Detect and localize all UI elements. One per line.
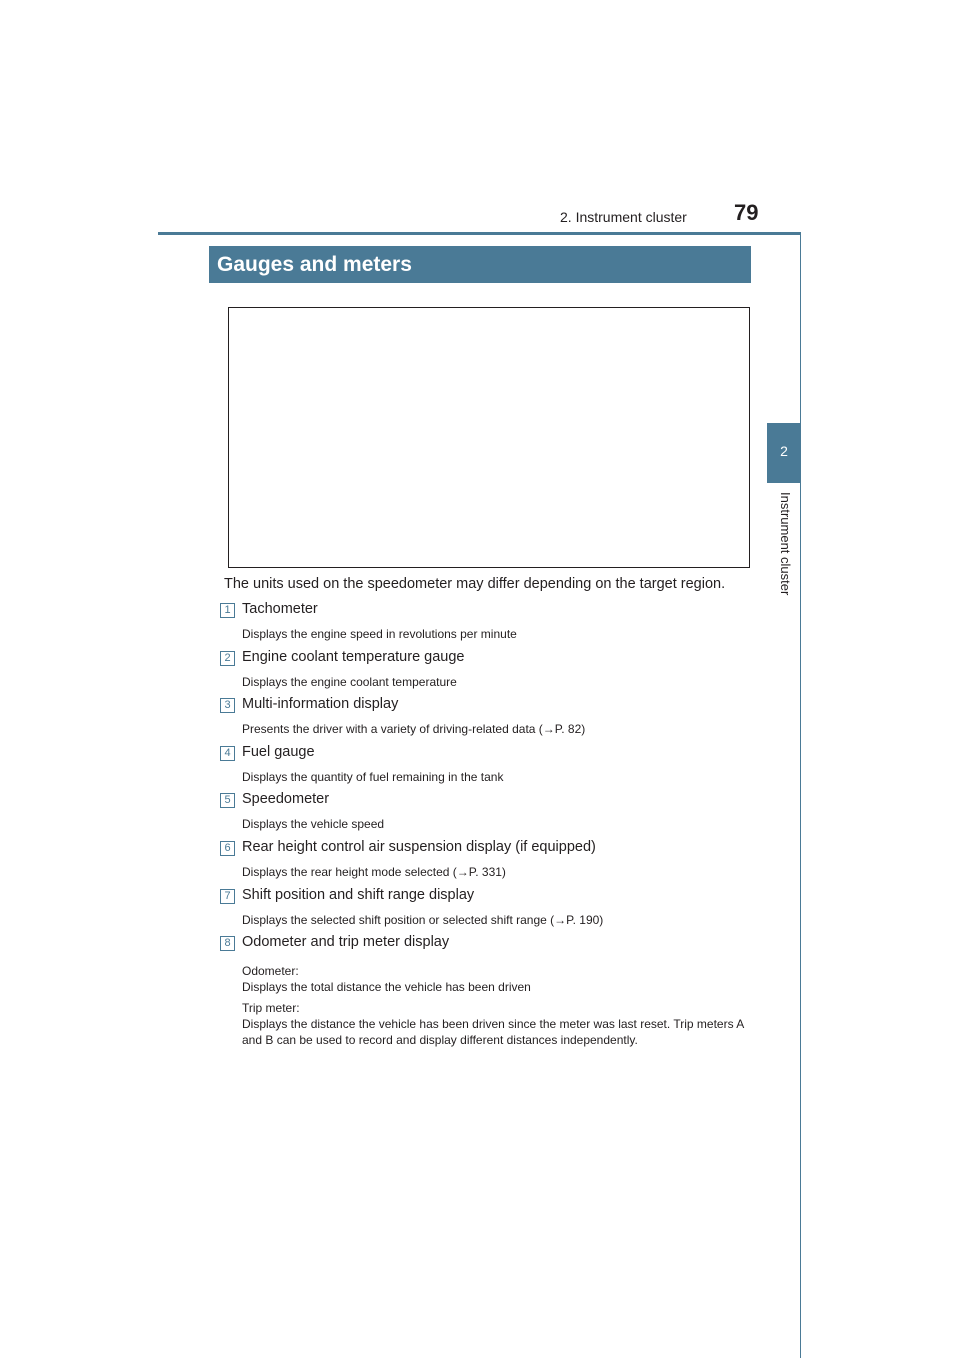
item-label: Engine coolant temperature gauge	[242, 649, 465, 665]
item-label: Fuel gauge	[242, 744, 315, 760]
item-description: Displays the selected shift position or selected shift range (→P. 190)	[242, 913, 604, 927]
item-label: Tachometer	[242, 601, 318, 617]
item-number-badge: 2	[220, 651, 235, 666]
item-label: Shift position and shift range display	[242, 887, 475, 903]
item-number-badge: 4	[220, 746, 235, 761]
item-description: Displays the engine speed in revolutions per minute	[242, 627, 517, 641]
chapter-tab-label: Instrument cluster	[778, 492, 793, 596]
page-number: 79	[734, 200, 759, 225]
item-description: Displays the quantity of fuel remaining in the tank	[242, 770, 504, 784]
item-number-badge: 1	[220, 603, 235, 618]
illustration-frame	[228, 307, 750, 568]
item-description: Displays the vehicle speed	[242, 817, 385, 831]
item-label: Speedometer	[242, 791, 330, 807]
header-rule	[158, 232, 801, 235]
item-number-badge: 8	[220, 936, 235, 951]
item-label: Rear height control air suspension display (if equipped)	[242, 839, 596, 855]
trip-meter-heading: Trip meter:	[242, 1001, 300, 1015]
running-header-section: 2. Instrument cluster	[560, 209, 687, 225]
item-number-badge: 7	[220, 889, 235, 904]
item-label: Odometer and trip meter display	[242, 934, 450, 950]
odometer-heading: Odometer:	[242, 964, 299, 978]
trip-meter-description: Displays the distance the vehicle has been driven since the meter was last reset. Trip meters A and B can be used to record and display different distances independently.	[242, 1017, 744, 1047]
units-note: The units used on the speedometer may differ depending on the target region.	[224, 576, 726, 592]
item-description: Displays the engine coolant temperature	[242, 675, 457, 689]
item-description: Presents the driver with a variety of driving-related data (→P. 82)	[242, 722, 586, 736]
item-number-badge: 6	[220, 841, 235, 856]
item-description: Displays the rear height mode selected (→P. 331)	[242, 865, 506, 879]
item-number-badge: 3	[220, 698, 235, 713]
item-number-badge: 5	[220, 793, 235, 808]
section-title: Gauges and meters	[209, 246, 751, 283]
odometer-description: Displays the total distance the vehicle has been driven	[242, 980, 531, 994]
chapter-tab: 2	[767, 423, 801, 483]
side-divider	[800, 235, 801, 1358]
item-label: Multi-information display	[242, 696, 399, 712]
